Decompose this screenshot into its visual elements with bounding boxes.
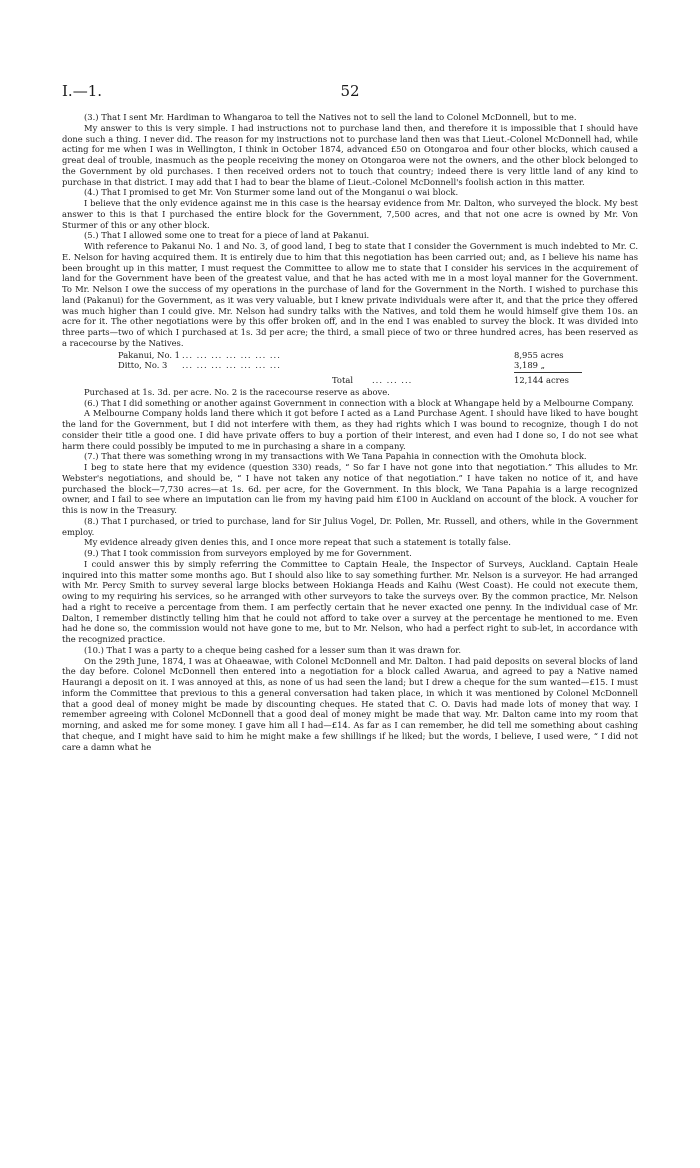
paragraph: (7.) That there was something wrong in my transactions with We Tana Papahia in connection with the Omohuta block.	[84, 451, 587, 462]
paragraph: With reference to Pakanui No. 1 and No. 3, of good land, I beg to state that I consider the Government is much indebted to Mr. C. E. Nelson for having acquired them. It is entirely due to him that this negotiation has been carried out; and, as I believe his name has been brought up in this matter, I must request the Committee to allow me to state that I consider his services in the acquirement of land for the Government have been of the greatest value, and that he has acted with me in a most loyal manner for the Government. To Mr. Nelson I owe the success of my operations in the purchase of land for the Government in the North. I wished to purchase this land (Pakanui) for the Government, as it was very valuable, but I knew private individuals were after it, and that the price they offered was much higher than I could give. Mr. Nelson had sundry talks with the Natives, and told them he would himself give them 10s. an acre for it. The other negotiations were by this offer broken off, and in the end I was enabled to survey the block. It was divided into three parts—two of which I purchased at 1s. 3d per acre; the third, a small piece of two or three hundred acres, has been reserved as a racecourse by the Natives.	[62, 241, 638, 348]
row-value: 8,955 acres	[514, 349, 564, 360]
paragraph: (10.) That I was a party to a cheque being cashed for a lesser sum than it was drawn for.	[84, 644, 462, 655]
table-row	[62, 360, 638, 371]
table-total-row	[62, 375, 638, 386]
paragraph: On the 29th June, 1874, I was at Ohaeawae, with Colonel McDonnell and Mr. Dalton. I had paid deposits on several blocks of land the day before. Colonel McDonnell then entered into a negotiation for a block called Awarua, and agreed to pay a Native named Haurangi a deposit on it. I was annoyed at this, as none of us had seen the land; but I drew a cheque for the sum wanted—£15. I must inform the Committee that previous to this a general conversation had taken place, in which it was mentioned by Colonel McDonnell that a good deal of money might be made by discounting cheques. He stated that C. O. Davis had made lots of money that way. I remember agreeing with Colonel McDonnell that a good deal of money might be made that way. Mr. Dalton came into my room that morning, and asked me for some money. I gave him all I had—£14. As far as I can remember, he did tell me something about cashing that cheque, and I might have said to him he might make a few shillings if he liked; but the words, I believe, I used were, “ I did not care a damn what he	[62, 655, 638, 752]
paragraph: Purchased at 1s. 3d. per acre. No. 2 is the racecourse reserve as above.	[84, 386, 390, 397]
paragraph: I believe that the only evidence against me in this case is the hearsay evidence from Mr. Dalton, who surveyed the block. My best answer to this is that I purchased the entire block for the Government, 7,500 acres, and that not one acre is owned by Mr. Von Sturmer of this or any other block.	[62, 198, 638, 230]
paragraph: (4.) That I promised to get Mr. Von Sturmer some land out of the Monganui o wai block.	[84, 187, 459, 198]
total-leader: ... ... ...	[372, 375, 413, 385]
paragraph: I could answer this by simply referring the Committee to Captain Heale, the Inspector of Surveys, Auckland. Captain Heale inquired into this matter some months ago. But I should also like to say something further. Mr. Nelson is a surveyor. He had arranged with Mr. Percy Smith to survey several large blocks between Hokianga Heads and Kaihu (West Coast). He could not execute them, owing to my requiring his services, so he arranged with other surveyors to take the surveys over. By the common practice, Mr. Nelson had a right to receive a percentage from them. I am perfectly certain that he never exacted one penny. In the individual case of Mr. Dalton, I remember distinctly telling him that he could not afford to take over a survey at the percentage he mentioned to me. Even had he done so, the commission would not have gone to me, but to Mr. Nelson, who had a perfect right to sub-let, in accordance with the recognized practice.	[62, 558, 638, 644]
row-value: 3,189 „	[514, 360, 545, 371]
row-leader: ... ... ... ... ... ... ...	[182, 349, 281, 360]
paragraph: I beg to state here that my evidence (question 330) reads, “ So far I have not gone into that negotiation.” This alludes to Mr. Webster's negotiations, and should be, “ I have not taken any notice of that negotiation.” I have taken no notice of it, and have purchased the block—7,730 acres—at 1s. 6d. per acre, for the Government. In this block, We Tana Papahia is a large recognized owner, and I fail to see where an imputation can lie from my having paid him £100 in Auckland on account of the block. A voucher for this is now in the Treasury.	[62, 462, 638, 515]
page-header	[62, 82, 638, 102]
page-number: 52	[340, 82, 360, 100]
paragraph: My evidence already given denies this, and I once more repeat that such a statement is totally false.	[84, 537, 511, 548]
paragraph: (8.) That I purchased, or tried to purchase, land for Sir Julius Vogel, Dr. Pollen, Mr. Russell, and others, while in the Government employ.	[62, 515, 638, 537]
row-label: Ditto, No. 3	[118, 360, 168, 371]
paragraph: (9.) That I took commission from surveyors employed by me for Government.	[84, 548, 412, 558]
acreage-table	[62, 350, 638, 386]
table-row	[62, 350, 638, 361]
total-value: 12,144 acres	[514, 375, 569, 385]
paragraph: (3.) That I sent Mr. Hardiman to Whangaroa to tell the Natives not to sell the land to Colonel McDonnell, but to me.	[84, 112, 577, 122]
total-label: Total	[332, 375, 354, 385]
row-leader: ... ... ... ... ... ... ...	[182, 360, 281, 371]
paragraph: (5.) That I allowed some one to treat for a piece of land at Pakanui.	[84, 230, 370, 241]
row-label: Pakanui, No. 1	[118, 349, 180, 360]
paragraph: My answer to this is very simple. I had instructions not to purchase land then, and therefore it is impossible that I should have done such a thing. I never did. The reason for my instructions not to purchase land then was that Lieut.-Colonel McDonnell had, while acting for me when I was in Wellington, I think in October 1874, advanced £50 on Otongaroa and four other blocks, which caused a great deal of trouble, inasmuch as the people receiving the money on Otongaroa were not the owners, and the other block belonged to the Government by old purchases. I then received orders not to touch that country; indeed there is very little land of any kind to purchase in that district. I may add that I had to bear the blame of Lieut.-Colonel McDonnell's foolish action in this matter.	[62, 122, 638, 187]
body-text	[62, 112, 638, 752]
paragraph: A Melbourne Company holds land there which it got before I acted as a Land Purchase Agent. I should have liked to have bought the land for the Government, but I did not interfere with them, as they had rights which I was bound to recognize, though I do not consider their title a good one. I did have private offers to buy a portion of their interest, and even had I done so, I do not see what harm there could possibly be imputed to me in purchasing a share in a company.	[62, 408, 638, 451]
paragraph: (6.) That I did something or another against Government in connection with a block at Whangape held by a Melbourne Company.	[84, 397, 634, 408]
document-reference: I.—1.	[62, 82, 103, 100]
